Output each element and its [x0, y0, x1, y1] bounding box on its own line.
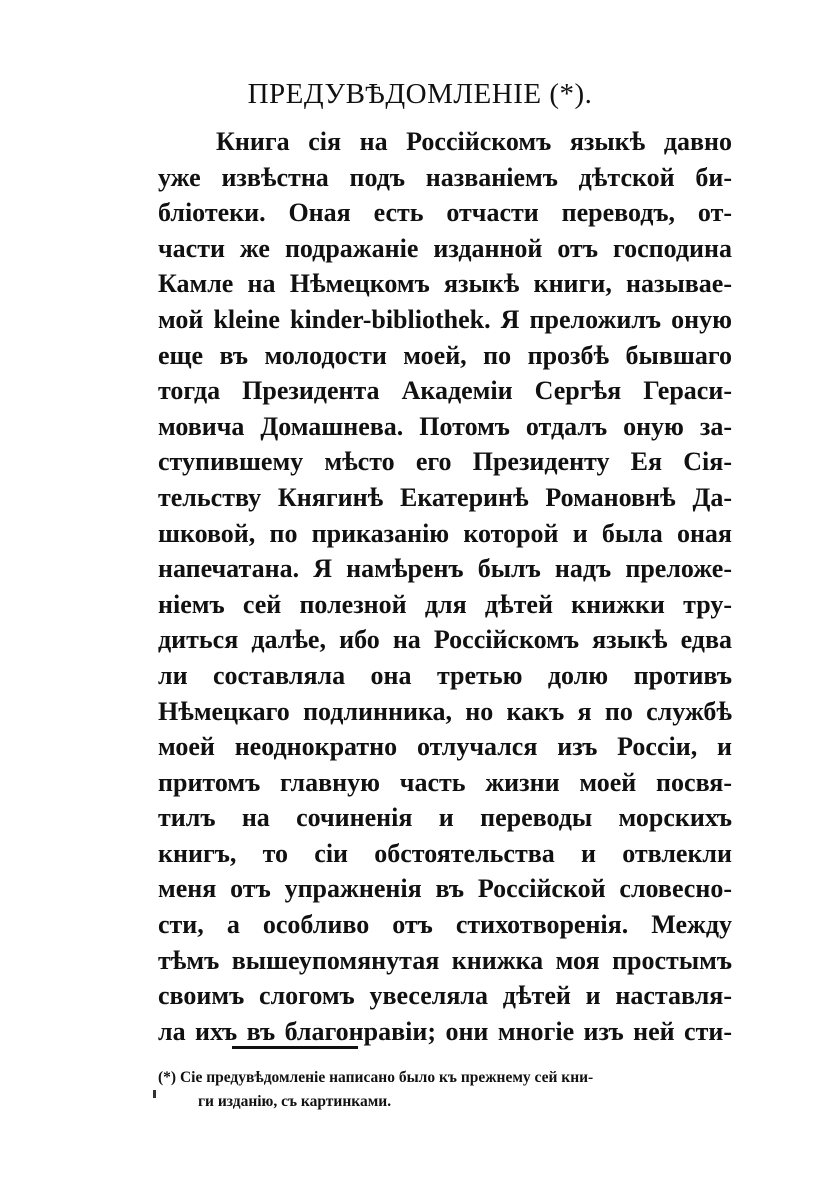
footnote: [158, 1066, 732, 1114]
footnote-line: (*) Сiе предувѣдомленiе написано было къ прежнему сей кни-: [158, 1069, 594, 1086]
text-line: своимъ слогомъ увеселяла дѣтей и наставля-: [158, 981, 732, 1011]
text-line: Нѣмецкаго подлинника, но какъ я по службѣ: [158, 696, 732, 726]
margin-mark: [153, 1090, 156, 1098]
text-line: ла ихъ въ благонравiи; они многiе изъ ней сти-: [158, 1016, 732, 1046]
text-line: шковой, по приказанiю которой и была оная: [158, 518, 732, 548]
text-line: блiотеки. Оная есть отчасти переводъ, от-: [158, 198, 732, 228]
text-line: тѣмъ вышеупомянутая книжка моя простымъ: [158, 945, 732, 975]
text-line: диться далѣе, ибо на Россiйскомъ языкѣ едва: [158, 625, 732, 655]
text-line: притомъ главную часть жизни моей посвя-: [158, 767, 732, 797]
text-line: Книга сiя на Россiйскомъ языкѣ давно: [216, 127, 732, 156]
text-line: части же подражанiе изданной отъ господина: [158, 233, 732, 263]
text-line: ступившему мѣсто его Президенту Ея Сiя-: [158, 447, 732, 477]
body-text: [158, 124, 732, 1049]
text-line: мовича Домашнева. Потомъ отдалъ оную за-: [158, 411, 732, 441]
text-line: книгъ, то сiи обстоятельства и отвлекли: [158, 838, 732, 868]
text-line: уже извѣстна подъ названiемъ дѣтской би-: [158, 162, 732, 192]
text-line: еще въ молодости моей, по прозбѣ бывшаго: [158, 340, 732, 370]
text-line: сти, а особливо отъ стихотворенiя. Между: [158, 910, 732, 940]
text-line: тельству Княгинѣ Екатеринѣ Романовнѣ Да-: [158, 482, 732, 512]
footnote-line: ги изданiю, съ картинками.: [198, 1093, 392, 1110]
text-line: мой kleine kinder-bibliothek. Я преложилъ оную: [158, 304, 732, 334]
text-line: тилъ на сочиненiя и переводы морскихъ: [158, 803, 732, 833]
text-line: меня отъ упражненiя въ Россiйской словесно-: [158, 874, 732, 904]
page-title: ПРЕДУВѢДОМЛЕНIЕ (*).: [247, 78, 593, 110]
text-line: Камле на Нѣмецкомъ языкѣ книги, называе-: [158, 269, 732, 299]
footnote-divider: [232, 1046, 358, 1049]
text-line: нiемъ сей полезной для дѣтей книжки тру-: [158, 589, 732, 619]
text-line: тогда Президента Академiи Сергѣя Гераси-: [158, 376, 732, 406]
text-line: напечатана. Я намѣренъ былъ надъ преложе-: [158, 554, 732, 584]
text-line: моей неоднократно отлучался изъ Россiи, и: [158, 732, 732, 762]
text-line: ли составляла она третью долю противъ: [158, 660, 732, 690]
